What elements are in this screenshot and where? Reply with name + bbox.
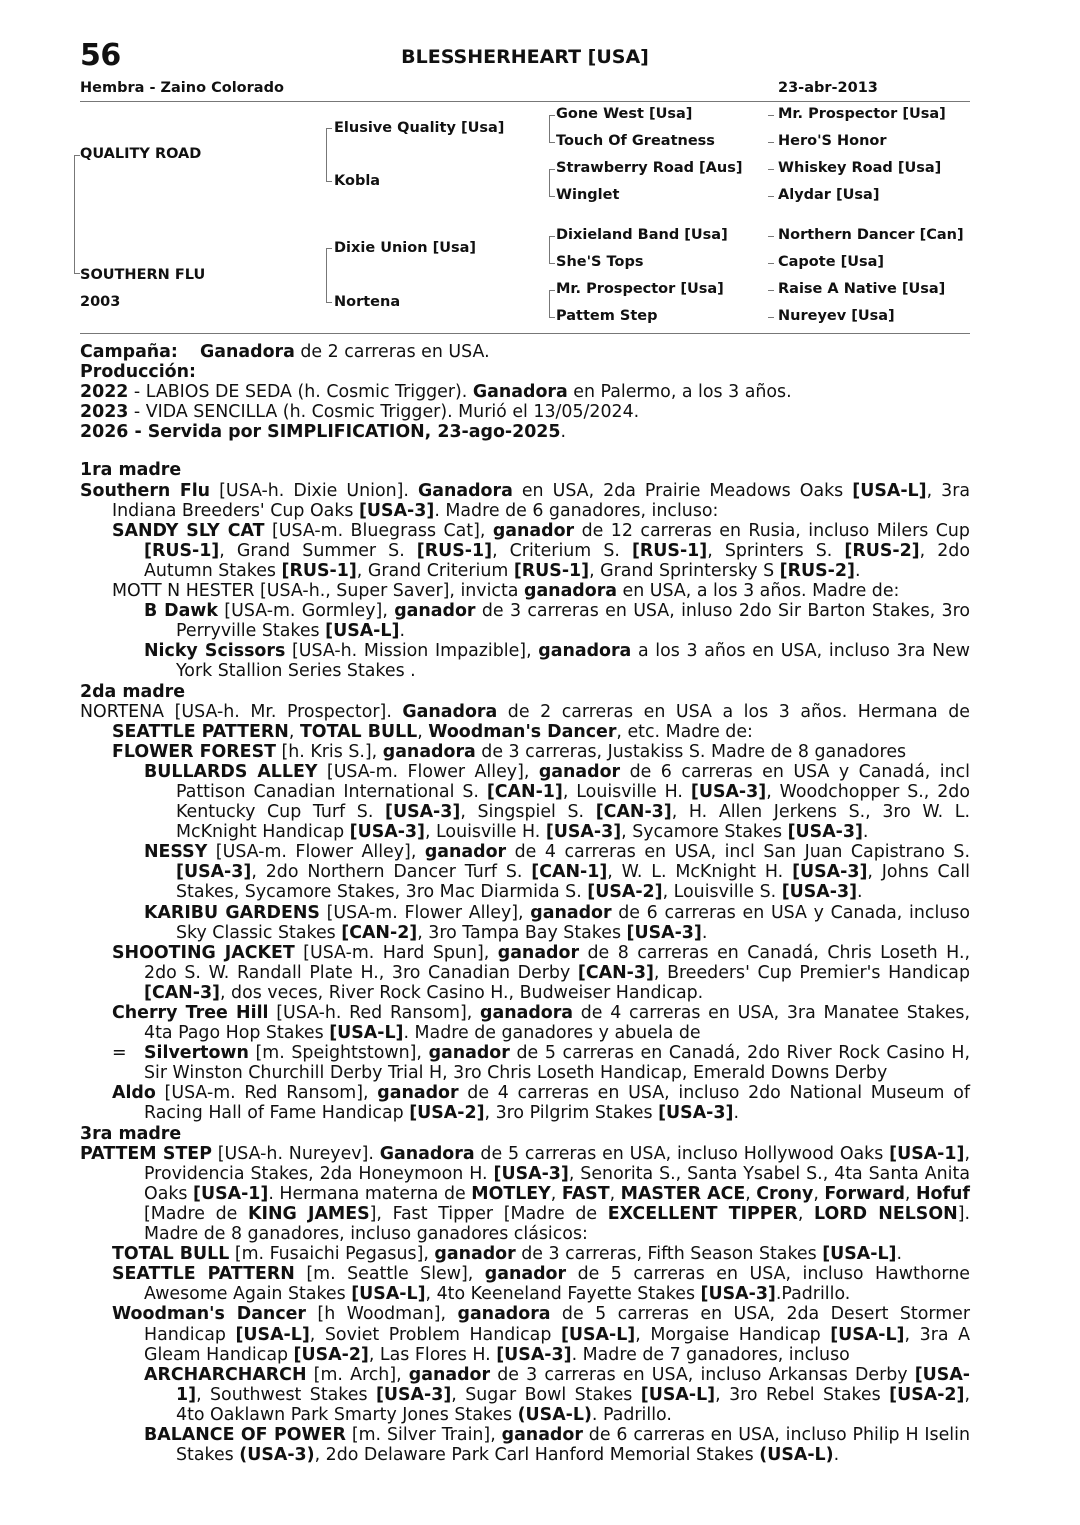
bracket-gen3 bbox=[549, 236, 555, 263]
bracket-tick bbox=[74, 155, 80, 156]
pedigree-gen3-item: Strawberry Road [Aus] bbox=[556, 160, 743, 176]
pedigree-gen3-item: Dixieland Band [Usa] bbox=[556, 227, 728, 243]
madre1-heading: 1ra madre bbox=[80, 460, 182, 481]
bracket-tick bbox=[768, 142, 774, 143]
offspring-entry: SEATTLE PATTERN [m. Seattle Slew], ganador de 5 carreras en USA, incluso Hawthorne Awesome Again Stakes [USA-L], 4to Keeneland Fayette Stakes [USA-3].Padrillo. bbox=[112, 1264, 970, 1305]
pedigree-gen3-item: Pattem Step bbox=[556, 308, 658, 324]
page-number: 56 bbox=[80, 38, 121, 73]
bracket-gen2 bbox=[326, 128, 332, 181]
produccion-2023: 2023 - VIDA SENCILLA (h. Cosmic Trigger). Murió el 13/05/2024. bbox=[80, 402, 640, 423]
bracket-tick bbox=[549, 236, 555, 237]
pedigree-gen3-item: Mr. Prospector [Usa] bbox=[556, 281, 724, 297]
madre1-entry: Southern Flu [USA-h. Dixie Union]. Ganadora en USA, 2da Prairie Meadows Oaks [USA-L], 3ra Indiana Breeders' Cup Oaks [USA-3]. Madre de 6 ganadores, incluso: bbox=[80, 480, 970, 521]
pedigree-gen3-item: She'S Tops bbox=[556, 254, 644, 270]
offspring-entry: BULLARDS ALLEY [USA-m. Flower Alley], ganador de 6 carreras en USA y Canadá, incl Pattison Canadian International S. [CAN-1], Louisville H. [USA-3], Woodchopper S., 2do Kentucky Cup Turf S. [USA-3], Singspiel S. [CAN-3], H. Allen Jerkens S., 3ro W. L. McKnight Handicap [USA-3], Louisville H. [USA-3], Sycamore Stakes [USA-3]. bbox=[144, 761, 971, 843]
campana-result: Ganadora bbox=[200, 342, 295, 362]
bracket-tick bbox=[326, 302, 332, 303]
pedigree-gen4-item: Alydar [Usa] bbox=[778, 187, 880, 203]
offspring-entry: = Silvertown [m. Speightstown], ganador de 5 carreras en Canadá, 2do River Rock Casino H, Sir Winston Churchill Derby Trial H, 3ro Chris Loseth Handicap, Emerald Downs Derby bbox=[112, 1043, 970, 1084]
bracket-tick bbox=[549, 317, 555, 318]
offspring-entry: TOTAL BULL [m. Fusaichi Pegasus], ganador de 3 carreras, Fifth Season Stakes [USA-L]. bbox=[112, 1244, 903, 1265]
bracket-tick bbox=[549, 290, 555, 291]
pedigree-gen2-item: Dixie Union [Usa] bbox=[334, 240, 477, 256]
catalog-body bbox=[80, 342, 970, 1465]
pedigree-gen4-item: Whiskey Road [Usa] bbox=[778, 160, 942, 176]
offspring-entry: KARIBU GARDENS [USA-m. Flower Alley], ganador de 6 carreras en USA y Canada, incluso Sky Classic Stakes [CAN-2], 3ro Tampa Bay Stakes [USA-3]. bbox=[144, 902, 970, 943]
equals-mark: = bbox=[112, 1043, 127, 1064]
offspring-entry: MOTT N HESTER [USA-h., Super Saver], invicta ganadora en USA, a los 3 años. Madre de: bbox=[112, 581, 900, 602]
madre3-entry: PATTEM STEP [USA-h. Nureyev]. Ganadora de 5 carreras en USA, incluso Hollywood Oaks [USA-1], Providencia Stakes, 2da Honeymoon H. [USA-3], Senorita S., Santa Ysabel S., 4ta Santa Anita Oaks [USA-1]. Hermana materna de MOTLEY, FAST, MASTER ACE, Crony, Forward, Hofuf [Madre de KING JAMES], Fast Tipper [Madre de EXCELLENT TIPPER, LORD NELSON]. Madre de 8 ganadores, incluso ganadores clásicos: bbox=[80, 1143, 971, 1245]
offspring-entry: NESSY [USA-m. Flower Alley], ganador de 4 carreras en USA, incl San Juan Capistrano S. [USA-3], 2do Northern Dancer Turf S. [CAN-1], W. L. McKnight H. [USA-3], Johns Call Stakes, Sycamore Stakes, 3ro Mac Diarmida S. [USA-2], Louisville S. [USA-3]. bbox=[144, 842, 970, 903]
produccion-2022: 2022 - LABIOS DE SEDA (h. Cosmic Trigger). Ganadora en Palermo, a los 3 años. bbox=[80, 382, 792, 403]
offspring-entry: Aldo [USA-m. Red Ransom], ganador de 4 carreras en USA, incluso 2do National Museum of Racing Hall of Fame Handicap [USA-2], 3ro Pilgrim Stakes [USA-3]. bbox=[112, 1083, 970, 1124]
produccion-2026: 2026 - Servida por SIMPLIFICATION, 23-ago-2025. bbox=[80, 422, 567, 443]
pedigree-gen4-item: Raise A Native [Usa] bbox=[778, 281, 946, 297]
offspring-entry: ARCHARCHARCH [m. Arch], ganador de 3 carreras en USA, incluso Arkansas Derby [USA-1], Southwest Stakes [USA-3], Sugar Bowl Stakes [USA-L], 3ro Rebel Stakes [USA-2], 4to Oaklawn Park Smarty Jones Stakes (USA-L). Padrillo. bbox=[144, 1364, 970, 1425]
pedigree-dam-year: 2003 bbox=[80, 294, 121, 310]
bracket-tick bbox=[768, 290, 774, 291]
bracket-gen3 bbox=[549, 290, 555, 317]
pedigree-gen4-item: Capote [Usa] bbox=[778, 254, 885, 270]
bracket-gen3 bbox=[549, 115, 555, 142]
pedigree-gen2-item: Elusive Quality [Usa] bbox=[334, 120, 505, 136]
bracket-tick bbox=[549, 142, 555, 143]
pedigree-gen2-item: Nortena bbox=[334, 294, 401, 310]
horse-name-title: BLESSHERHEART [USA] bbox=[401, 46, 649, 68]
offspring-entry: Cherry Tree Hill [USA-h. Red Ransom], ganadora de 4 carreras en USA, 3ra Manatee Stakes, 4ta Pago Hop Stakes [USA-L]. Madre de ganadores y abuela de bbox=[112, 1003, 970, 1044]
bracket-tick bbox=[768, 317, 774, 318]
campana-label: Campaña: bbox=[80, 342, 178, 362]
pedigree-sire: QUALITY ROAD bbox=[80, 146, 202, 162]
bottom-rule bbox=[80, 333, 970, 334]
bracket-tick bbox=[768, 263, 774, 264]
pedigree-gen4-item: Hero'S Honor bbox=[778, 133, 887, 149]
pedigree-gen4-item: Northern Dancer [Can] bbox=[778, 227, 964, 243]
bracket-gen1 bbox=[74, 155, 80, 273]
offspring-entry: Nicky Scissors [USA-h. Mission Impazible], ganadora a los 3 años en USA, incluso 3ra New York Stallion Series Stakes . bbox=[144, 641, 970, 682]
bracket-tick bbox=[326, 181, 332, 182]
bracket-tick bbox=[768, 196, 774, 197]
bracket-tick bbox=[549, 263, 555, 264]
offspring-entry: Woodman's Dancer [h Woodman], ganadora de 5 carreras en USA, 2da Desert Stormer Handicap [USA-L], Soviet Problem Handicap [USA-L], Morgaise Handicap [USA-L], 3ra A Gleam Handicap [USA-2], Las Flores H. [USA-3]. Madre de 7 ganadores, incluso bbox=[112, 1304, 970, 1365]
bracket-tick bbox=[768, 236, 774, 237]
bracket-tick bbox=[74, 273, 80, 274]
pedigree-gen3-item: Winglet bbox=[556, 187, 620, 203]
bracket-tick bbox=[326, 248, 332, 249]
top-rule bbox=[80, 101, 970, 102]
bracket-tick bbox=[549, 115, 555, 116]
madre3-heading: 3ra madre bbox=[80, 1123, 182, 1144]
bracket-tick bbox=[768, 115, 774, 116]
pedigree-gen3-item: Touch Of Greatness bbox=[556, 133, 715, 149]
bracket-tick bbox=[549, 196, 555, 197]
pedigree-dam: SOUTHERN FLU bbox=[80, 267, 206, 283]
pedigree-gen4-item: Nureyev [Usa] bbox=[778, 308, 895, 324]
sex-color: Hembra - Zaino Colorado bbox=[80, 80, 284, 96]
offspring-entry: SHOOTING JACKET [USA-m. Hard Spun], ganador de 8 carreras en Canadá, Chris Loseth H., 2do S. W. Randall Plate H., 3ro Canadian Derby [CAN-3], Breeders' Cup Premier's Handicap [CAN-3], dos veces, River Rock Casino H., Budweiser Handicap. bbox=[112, 942, 971, 1003]
pedigree-gen4-item: Mr. Prospector [Usa] bbox=[778, 106, 946, 122]
offspring-entry: B Dawk [USA-m. Gormley], ganador de 3 carreras en USA, inluso 2do Sir Barton Stakes, 3ro Perryville Stakes [USA-L]. bbox=[144, 601, 970, 642]
bracket-gen2 bbox=[326, 248, 332, 302]
bracket-tick bbox=[326, 128, 332, 129]
madre2-entry: NORTENA [USA-h. Mr. Prospector]. Ganadora de 2 carreras en USA a los 3 años. Hermana de SEATTLE PATTERN, TOTAL BULL, Woodman's Dancer, etc. Madre de: bbox=[80, 701, 970, 742]
pedigree-gen2-item: Kobla bbox=[334, 173, 381, 189]
bracket-tick bbox=[768, 169, 774, 170]
offspring-entry: BALANCE OF POWER [m. Silver Train], ganador de 6 carreras en USA, incluso Philip H Iselin Stakes (USA-3), 2do Delaware Park Carl Hanford Memorial Stakes (USA-L). bbox=[144, 1424, 970, 1466]
bracket-tick bbox=[549, 169, 555, 170]
birth-date: 23-abr-2013 bbox=[778, 80, 878, 96]
madre2-heading: 2da madre bbox=[80, 681, 186, 702]
pedigree-gen3-item: Gone West [Usa] bbox=[556, 106, 693, 122]
offspring-entry: SANDY SLY CAT [USA-m. Bluegrass Cat], ganador de 12 carreras en Rusia, incluso Milers Cup [RUS-1], Grand Summer S. [RUS-1], Criterium S. [RUS-1], Sprinters S. [RUS-2], 2do Autumn Stakes [RUS-1], Grand Criterium [RUS-1], Grand Sprintersky S [RUS-2]. bbox=[112, 520, 970, 581]
offspring-entry: FLOWER FOREST [h. Kris S.], ganadora de 3 carreras, Justakiss S. Madre de 8 ganadores bbox=[112, 741, 907, 762]
campana-line bbox=[80, 342, 970, 362]
bracket-gen3 bbox=[549, 169, 555, 196]
campana-text: de 2 carreras en USA. bbox=[294, 342, 490, 362]
produccion-heading: Producción: bbox=[80, 362, 196, 383]
